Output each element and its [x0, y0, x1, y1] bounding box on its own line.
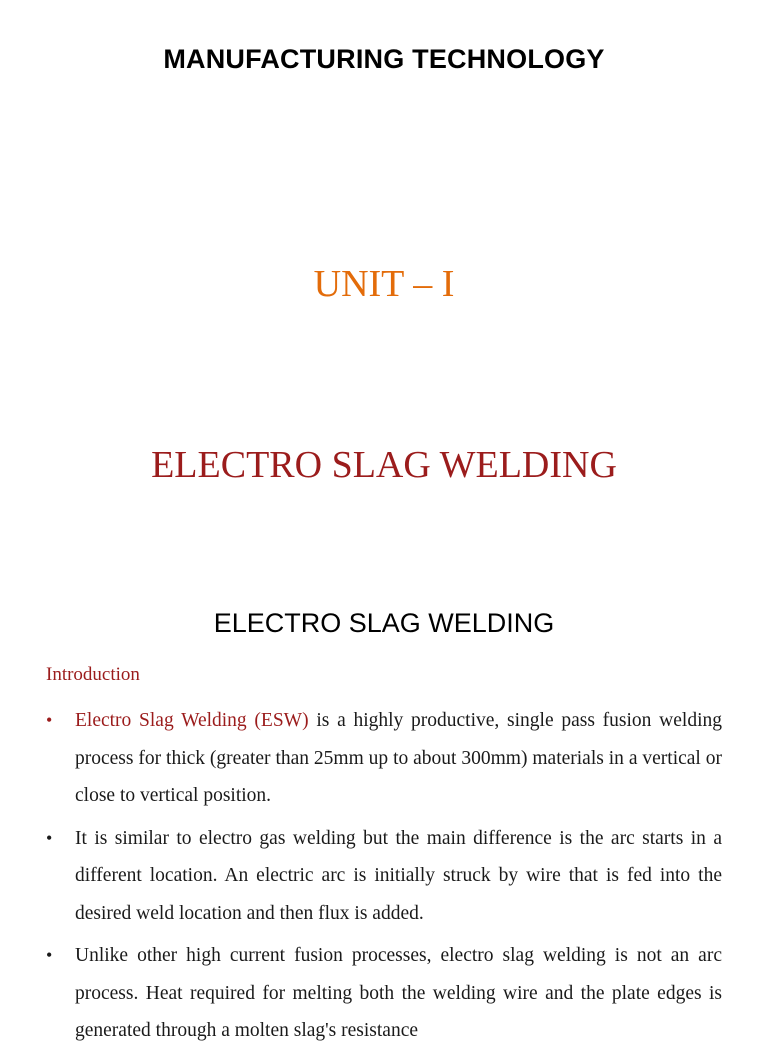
content-slide: [0, 575, 768, 1041]
bullet-icon: •: [46, 827, 53, 848]
bullet-list: [46, 702, 722, 1055]
topic-title: ELECTRO SLAG WELDING: [151, 444, 617, 486]
bullet-text: It is similar to electro gas welding but the main difference is the arc starts in a different location. An electric arc is initially struck by wire that is fed into the desired weld location and then flux is added.: [75, 827, 722, 924]
bullet-item: [46, 702, 722, 815]
slide-title: ELECTRO SLAG WELDING: [213, 608, 555, 638]
bullet-icon: •: [46, 945, 53, 965]
bullet-item: [46, 937, 722, 1050]
bullet-text: is a highly productive, single pass fusion welding process for thick (greater than 25mm up to about 300mm) materials in a vertical or close to vertical position.: [75, 710, 722, 806]
bullet-highlight: Electro Slag Welding (ESW): [75, 710, 309, 731]
unit-title: UNIT – I: [313, 263, 455, 305]
bullet-icon: •: [46, 710, 53, 730]
bullet-text: Unlike other high current fusion processes, electro slag welding is not an arc process. Heat required for melting both the welding wire and the plate edges is generated through a molten slag's resistance: [75, 945, 722, 1041]
course-title: MANUFACTURING TECHNOLOGY: [163, 44, 605, 74]
bullet-item: [46, 820, 722, 933]
intro-heading: Introduction: [46, 664, 140, 685]
